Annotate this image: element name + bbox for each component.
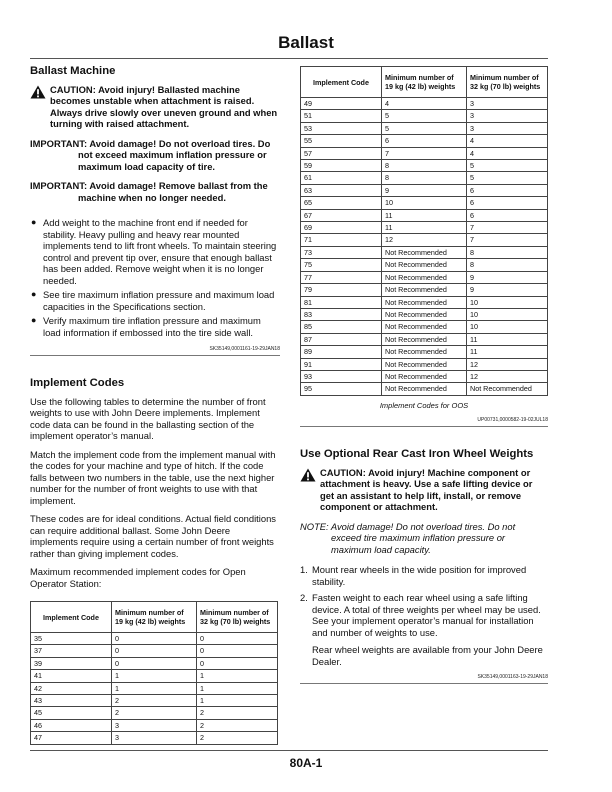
table-row [301, 197, 548, 209]
bullet-icon: ● [31, 217, 37, 227]
table-cell: 6 [467, 197, 548, 209]
table-row [301, 246, 548, 258]
ballast-bullet-list [30, 217, 280, 338]
table-caption: Implement Codes for OOS [379, 400, 469, 410]
table-cell: 35 [31, 633, 112, 645]
table-cell: Not Recommended [382, 383, 467, 395]
table-cell: Not Recommended [382, 296, 467, 308]
table-cell: 2 [197, 719, 278, 731]
table-cell: 2 [197, 707, 278, 719]
table-row [31, 682, 278, 694]
table-cell: 91 [301, 358, 382, 370]
table-row [301, 259, 548, 271]
table-cell: 93 [301, 370, 382, 382]
table-cell: Not Recommended [382, 246, 467, 258]
table-cell: Not Recommended [382, 271, 467, 283]
title-divider [30, 58, 548, 59]
table-cell: 73 [301, 246, 382, 258]
table-cell: 75 [301, 259, 382, 271]
rear-weights-note: NOTE: Avoid damage! Do not overload tires. Do not exceed tire maximum inflation pressure or maximum load capacity. [300, 520, 516, 555]
rear-weights-reference-id: SK35149,0001163-19-29JAN18 [300, 674, 548, 684]
step-number: 2. [300, 592, 308, 604]
table-row [301, 383, 548, 395]
column-header: Minimum number of 19 kg (42 lb) weights [112, 602, 197, 633]
table-body [31, 633, 278, 745]
table-cell: 61 [301, 172, 382, 184]
table-cell: 81 [301, 296, 382, 308]
table-cell: 5 [382, 110, 467, 122]
rear-weights-caution-text: CAUTION: Avoid injury! Machine component or attachment is heavy. Use a safe lifting device or get an assistant to help lift, install, or remove component or attachment. [320, 466, 533, 513]
table-cell: 1 [197, 670, 278, 682]
table-cell: 46 [31, 719, 112, 731]
table-cell: 0 [112, 633, 197, 645]
warning-triangle-icon [300, 468, 316, 482]
ballast-caution-text: CAUTION: Avoid injury! Ballasted machine becomes unstable when attachment is raised. Always drive slowly over uneven ground and when turning with raised attachment. [50, 83, 278, 129]
table-cell: 37 [31, 645, 112, 657]
table-row [301, 358, 548, 370]
table-cell: 71 [301, 234, 382, 246]
table-cell: 3 [467, 110, 548, 122]
table-cell: 10 [467, 321, 548, 333]
rear-weights-steps [300, 564, 548, 638]
table-cell: 49 [301, 98, 382, 110]
table-cell: 7 [467, 234, 548, 246]
table-row [301, 110, 548, 122]
implement-codes-paragraph: Maximum recommended implement codes for Open Operator Station: [30, 566, 246, 589]
table-cell: 3 [112, 732, 197, 744]
table-row [301, 234, 548, 246]
table-cell: 45 [31, 707, 112, 719]
ballast-reference-id: SK35149,0001161-19-29JAN18 [30, 346, 280, 356]
table-cell: 1 [112, 682, 197, 694]
table-cell: 69 [301, 222, 382, 234]
table-row [301, 296, 548, 308]
ballast-caution [30, 84, 280, 130]
implement-codes-table-1 [30, 601, 278, 745]
table-cell: 0 [112, 657, 197, 669]
table-cell: Not Recommended [382, 358, 467, 370]
table-cell: 4 [467, 135, 548, 147]
step-number: 1. [300, 564, 308, 576]
table-cell: 47 [31, 732, 112, 744]
table-cell: 43 [31, 695, 112, 707]
table-cell: 1 [197, 682, 278, 694]
table-cell: 1 [197, 695, 278, 707]
implement-codes-table-2 [300, 66, 548, 396]
table-body [301, 98, 548, 396]
table-row [301, 370, 548, 382]
table-row [31, 645, 278, 657]
table-cell: 6 [467, 184, 548, 196]
table-cell: 95 [301, 383, 382, 395]
table-row [301, 284, 548, 296]
table-cell: 55 [301, 135, 382, 147]
table-row [301, 122, 548, 134]
rear-weights-caution [300, 467, 548, 513]
page-title: Ballast [278, 33, 334, 52]
table-cell: 6 [467, 209, 548, 221]
column-header: Implement Code [31, 602, 112, 633]
implement-codes-paragraph: Use the following tables to determine the number of front weights to use with John Deere implements. Implement code data can be found in the ballasting section of the implement operator’s manual. [30, 395, 266, 441]
table-cell: 2 [197, 732, 278, 744]
table-row [301, 308, 548, 320]
list-item [300, 564, 548, 587]
table-cell: 4 [467, 147, 548, 159]
table-row [31, 732, 278, 744]
table-cell: 3 [467, 122, 548, 134]
table-cell: 9 [382, 184, 467, 196]
table-cell: 0 [112, 645, 197, 657]
table-row [301, 222, 548, 234]
table-cell: 9 [467, 271, 548, 283]
column-header: Minimum number of 32 kg (70 lb) weights [197, 602, 278, 633]
table-cell: 11 [382, 222, 467, 234]
table-cell: 8 [382, 160, 467, 172]
table-cell: 0 [197, 633, 278, 645]
table-cell: Not Recommended [382, 284, 467, 296]
table-row [31, 695, 278, 707]
rear-weights-dealer-text: Rear wheel weights are available from your John Deere Dealer. [312, 644, 543, 667]
right-column [300, 66, 548, 706]
table-cell: 1 [112, 670, 197, 682]
table-cell: 11 [467, 333, 548, 345]
table-cell: 53 [301, 122, 382, 134]
table-cell: 7 [382, 147, 467, 159]
table-cell: 57 [301, 147, 382, 159]
table-cell: 5 [467, 160, 548, 172]
table-row [301, 184, 548, 196]
table-cell: 87 [301, 333, 382, 345]
table-cell: 85 [301, 321, 382, 333]
step-text: Fasten weight to each rear wheel using a safe lifting device. A total of three weights per wheel may be used. See your implement operator’s manual for installation and number of weights to use. [312, 592, 541, 638]
implement-codes-paragraph: Match the implement code from the implement manual with the codes for your machine and type of hitch. If the code falls between two numbers in the table, use the next higher number for the number of front weights to use with that implement. [30, 448, 276, 506]
list-item [30, 289, 280, 312]
implement-codes-paragraph: These codes are for ideal conditions. Actual field conditions can require additional ballast. Some John Deere implements require using a certain number of front weights rather than giving implement codes. [30, 513, 276, 559]
table-cell: 3 [112, 719, 197, 731]
table-cell: Not Recommended [382, 346, 467, 358]
table-cell: 77 [301, 271, 382, 283]
column-header: Minimum number of 19 kg (42 lb) weights [382, 67, 467, 98]
column-header: Implement Code [301, 67, 382, 98]
table-row [301, 209, 548, 221]
implement-codes-heading: Implement Codes [30, 377, 125, 389]
table-row [301, 271, 548, 283]
rear-weights-heading: Use Optional Rear Cast Iron Wheel Weights [300, 448, 534, 461]
bullet-icon: ● [31, 315, 37, 325]
table-row [301, 98, 548, 110]
important-remove-ballast: IMPORTANT: Avoid damage! Remove ballast from the machine when no longer needed. [30, 180, 268, 203]
important-tires: IMPORTANT: Avoid damage! Do not overload tires. Do not exceed maximum inflation pressure or maximum load capacity of tire. [30, 137, 271, 172]
bullet-icon: ● [31, 289, 37, 299]
list-item-text: See tire maximum inflation pressure and maximum load capacities in the Specifications section. [43, 289, 275, 312]
list-item [300, 592, 548, 638]
table-row [31, 707, 278, 719]
table-cell: 42 [31, 682, 112, 694]
table-cell: 2 [112, 695, 197, 707]
table-cell: Not Recommended [382, 333, 467, 345]
table-row [301, 135, 548, 147]
table-cell: 4 [382, 98, 467, 110]
table-cell: 8 [467, 246, 548, 258]
table-cell: 67 [301, 209, 382, 221]
list-item-text: Add weight to the machine front end if needed for stability. Heavy pulling and heavy rear mounted implements tend to lift front wheels. To maintain steering control and prevent tip over, ensure that enough ballast has been added. Remove weight when it is no longer needed. [43, 217, 277, 286]
table-cell: 10 [467, 308, 548, 320]
table-cell: 11 [467, 346, 548, 358]
table-cell: Not Recommended [382, 308, 467, 320]
table-cell: 79 [301, 284, 382, 296]
table-cell: 0 [197, 645, 278, 657]
table-cell: 12 [382, 234, 467, 246]
table-row [301, 321, 548, 333]
table-cell: 41 [31, 670, 112, 682]
table-row [31, 719, 278, 731]
table-cell: 65 [301, 197, 382, 209]
list-item [30, 217, 280, 286]
table-row [301, 333, 548, 345]
table-cell: 2 [112, 707, 197, 719]
table-cell: 7 [467, 222, 548, 234]
table-cell: 59 [301, 160, 382, 172]
list-item-text: Verify maximum tire inflation pressure and maximum load information if embossed into the tire side wall. [43, 315, 261, 338]
table-cell: 63 [301, 184, 382, 196]
table-row [301, 172, 548, 184]
table-cell: 11 [382, 209, 467, 221]
ballast-machine-heading: Ballast Machine [30, 65, 116, 77]
table-cell: 8 [467, 259, 548, 271]
table-row [31, 670, 278, 682]
table-cell: 5 [467, 172, 548, 184]
warning-triangle-icon [30, 85, 46, 99]
table-cell: Not Recommended [382, 259, 467, 271]
column-header: Minimum number of 32 kg (70 lb) weights [467, 67, 548, 98]
page-number: 80A-1 [289, 756, 323, 770]
table-cell: 51 [301, 110, 382, 122]
table-cell: 12 [467, 358, 548, 370]
footer-divider [30, 750, 548, 751]
table-cell: 83 [301, 308, 382, 320]
table-cell: Not Recommended [382, 321, 467, 333]
table-cell: 39 [31, 657, 112, 669]
table-cell: 6 [382, 135, 467, 147]
table-cell: 9 [467, 284, 548, 296]
table-header-row [301, 67, 548, 98]
table-row [31, 657, 278, 669]
table-cell: 12 [467, 370, 548, 382]
table-row [301, 147, 548, 159]
table-row [301, 160, 548, 172]
table-cell: Not Recommended [467, 383, 548, 395]
implement-codes-reference-id: UP00731,0000582-19-02JUL18 [300, 417, 548, 427]
table-header-row [31, 602, 278, 633]
table-cell: 8 [382, 172, 467, 184]
table-cell: 3 [467, 98, 548, 110]
table-cell: 89 [301, 346, 382, 358]
table-cell: 10 [467, 296, 548, 308]
table-cell: 10 [382, 197, 467, 209]
left-column [30, 66, 280, 745]
table-row [31, 633, 278, 645]
table-row [301, 346, 548, 358]
table-cell: 0 [197, 657, 278, 669]
table-cell: 5 [382, 122, 467, 134]
table-cell: Not Recommended [382, 370, 467, 382]
step-text: Mount rear wheels in the wide position for improved stability. [312, 564, 527, 587]
list-item [30, 315, 280, 338]
